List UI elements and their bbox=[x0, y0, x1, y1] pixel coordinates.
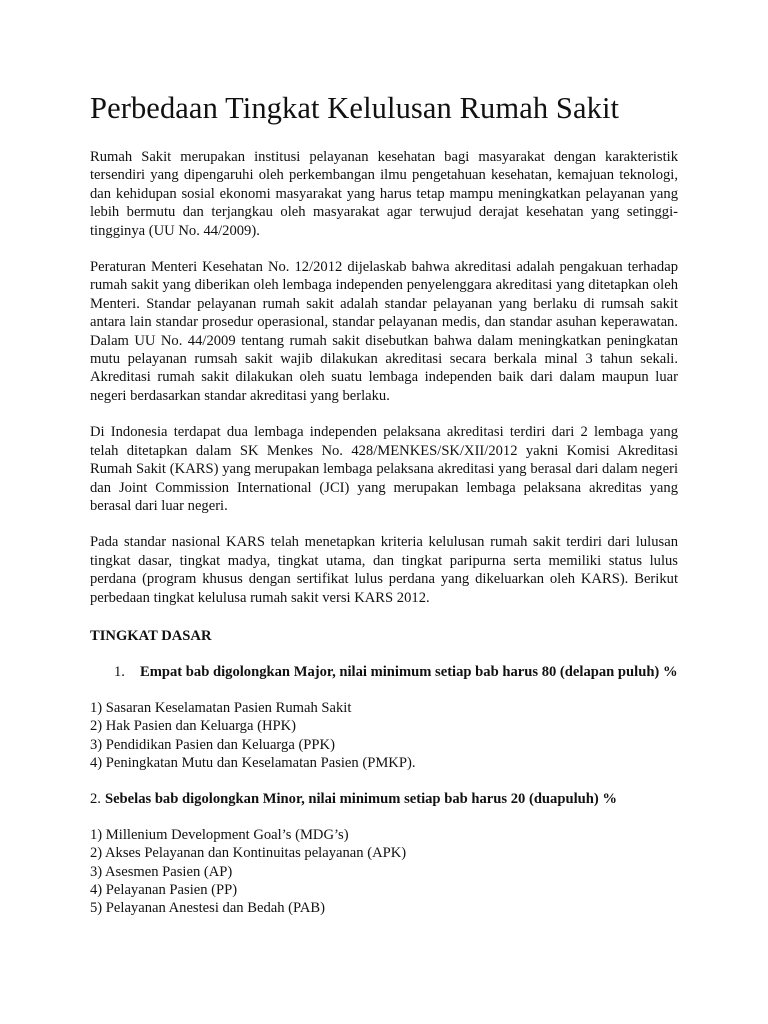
paragraph-institutions: Di Indonesia terdapat dua lembaga independen pelaksana akreditasi terdiri dari 2 lembaga yang telah ditetapkan dalam SK Menkes No. 428/MENKES/SK/XII/2012 yakni Komisi Akreditasi Rumah Sakit (KARS) yang merupakan lembaga pelaksana akreditasi yang berasal dari dalam negeri dan Joint Commission International (JCI) yang merupakan lembaga pelaksana akreditas yang berasal dari luar negeri. bbox=[90, 424, 678, 514]
list-item: 2) Hak Pasien dan Keluarga (HPK) bbox=[90, 718, 297, 735]
paragraph-intro: Rumah Sakit merupakan institusi pelayanan kesehatan bagi masyarakat dengan karakteristik tersendiri yang dipengaruhi oleh perkembangan ilmu pengetahuan kesehatan, kemajuan teknologi, dan kehidupan sosial ekonomi masyarakat yang harus tetap mampu meningkatkan pelayanan yang lebih bermutu dan terjangkau oleh masyarakat agar terwujud derajat kesehatan yang setinggi-tingginya (UU No. 44/2009). bbox=[90, 149, 678, 239]
list-item: 4) Pelayanan Pasien (PP) bbox=[90, 882, 238, 898]
major-item-number: 1. bbox=[114, 664, 125, 681]
list-item: 1) Sasaran Keselamatan Pasien Rumah Sakit bbox=[90, 699, 352, 716]
minor-item-number: 2. bbox=[90, 791, 101, 808]
paragraph-regulation: Peraturan Menteri Kesehatan No. 12/2012 dijelaskab bahwa akreditasi adalah pengakuan terhadap rumah sakit yang diberikan oleh lembaga independen penyelenggara akreditasi yang ditetapkan oleh Menteri. Standar pelayanan rumah sakit adalah standar pelayanan yang berlaku di rumsah sakit antara lain standar prosedur operasional, standar pelayanan medis, dan standar asuhan keperawatan. Dalam UU No. 44/2009 tentang rumah sakit disebutkan bahwa dalam meningkatkan peningkatan mutu pelayanan rumsah sakit wajib dilakukan akreditasi secara berkala minal 3 tahun sekali. Akreditasi rumah sakit dilakukan oleh suatu lembaga independen baik dari dalam maupun luar negeri berdasarkan standar akreditasi yang berlaku. bbox=[90, 259, 678, 404]
major-item-text: Empat bab digolongkan Major, nilai minimum setiap bab harus 80 (delapan puluh) % bbox=[140, 664, 678, 681]
major-subitem-list bbox=[90, 699, 678, 773]
list-item: 3) Asesmen Pasien (AP) bbox=[90, 863, 233, 880]
section-heading-tingkat-dasar: TINGKAT DASAR bbox=[90, 627, 212, 644]
list-item: 1) Millenium Development Goal’s (MDG’s) bbox=[90, 826, 349, 843]
list-item: 2) Akses Pelayanan dan Kontinuitas pelayanan (APK) bbox=[90, 845, 407, 862]
list-item: 4) Peningkatan Mutu dan Keselamatan Pasien (PMKP). bbox=[90, 754, 416, 771]
paragraph-kars-criteria: Pada standar nasional KARS telah menetapkan kriteria kelulusan rumah sakit terdiri dari lulusan tingkat dasar, tingkat madya, tingkat utama, dan tingkat paripurna serta memiliki status lulus perdana (program khusus dengan sertifikat lulus perdana yang dikeluarkan oleh KARS). Berikut perbedaan tingkat kelulusa rumah sakit versi KARS 2012. bbox=[90, 534, 678, 606]
minor-item-text: Sebelas bab digolongkan Minor, nilai minimum setiap bab harus 20 (duapuluh) % bbox=[104, 791, 617, 808]
major-item-heading bbox=[90, 663, 678, 681]
minor-item-heading bbox=[90, 790, 678, 808]
list-item: 5) Pelayanan Anestesi dan Bedah (PAB) bbox=[90, 900, 325, 917]
minor-subitem-list bbox=[90, 826, 678, 918]
document-title: Perbedaan Tingkat Kelulusan Rumah Sakit bbox=[90, 91, 620, 125]
list-item: 3) Pendidikan Pasien dan Keluarga (PPK) bbox=[90, 736, 335, 753]
